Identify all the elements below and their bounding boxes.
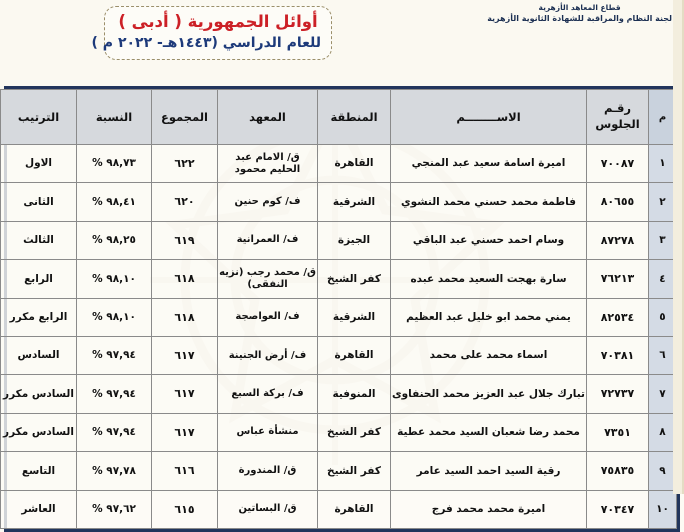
column-header-rank: الترتيب bbox=[1, 90, 77, 145]
cell-institute: ق/ الامام عبد الحليم محمود bbox=[218, 145, 318, 183]
cell-region: المنوفية bbox=[318, 375, 391, 413]
page-subtitle: للعام الدراسي (١٤٤٣هـ- ٢٠٢٢ م ) bbox=[91, 34, 321, 51]
cell-rank: السادس مكرر bbox=[1, 413, 77, 451]
cell-sequence: ٧ bbox=[649, 375, 677, 413]
column-header-region: المنطقة bbox=[318, 90, 391, 145]
cell-student-name: محمد رضا شعبان السيد محمد عطية bbox=[391, 413, 587, 451]
cell-student-name: تبارك جلال عبد العزيز محمد الحنفاوى bbox=[391, 375, 587, 413]
cell-seat-number: ٨٢٥٣٤ bbox=[587, 298, 649, 336]
cell-institute: ف/ أرض الجنينة bbox=[218, 336, 318, 374]
org-sector-label: قطاع المعاهد الأزهرية bbox=[538, 3, 621, 12]
page-edge-strip bbox=[673, 0, 684, 494]
cell-sequence: ٥ bbox=[649, 298, 677, 336]
cell-seat-number: ٨٠٦٥٥ bbox=[587, 183, 649, 221]
cell-seat-number: ٧٣٥١ bbox=[587, 413, 649, 451]
cell-student-name: رقية السيد احمد السيد عامر bbox=[391, 452, 587, 490]
cell-percentage: ٩٧,٩٤ % bbox=[77, 413, 152, 451]
cell-percentage: ٩٨,٧٣ % bbox=[77, 145, 152, 183]
table-row bbox=[1, 413, 677, 451]
cell-rank: السادس bbox=[1, 336, 77, 374]
cell-region: القاهرة bbox=[318, 490, 391, 528]
column-header-seat-number: رقـم الجلوس bbox=[587, 90, 649, 145]
cell-seat-number: ٧٦٢١٣ bbox=[587, 260, 649, 298]
table-row bbox=[1, 145, 677, 183]
cell-rank: العاشر bbox=[1, 490, 77, 528]
cell-region: القاهرة bbox=[318, 145, 391, 183]
table-header-row bbox=[1, 90, 677, 145]
cell-rank: الرابع مكرر bbox=[1, 298, 77, 336]
cell-student-name: يمني محمد ابو خليل عبد العظيم bbox=[391, 298, 587, 336]
cell-total: ٦١٦ bbox=[152, 452, 218, 490]
column-header-total: المجموع bbox=[152, 90, 218, 145]
cell-total: ٦١٩ bbox=[152, 221, 218, 259]
cell-total: ٦١٧ bbox=[152, 336, 218, 374]
cell-student-name: فاطمة محمد حسني محمد النشوي bbox=[391, 183, 587, 221]
column-header-percentage: النسبة bbox=[77, 90, 152, 145]
cell-rank: الرابع bbox=[1, 260, 77, 298]
cell-percentage: ٩٧,٩٤ % bbox=[77, 336, 152, 374]
cell-rank: الثالث bbox=[1, 221, 77, 259]
cell-sequence: ٨ bbox=[649, 413, 677, 451]
cell-region: كفر الشيخ bbox=[318, 413, 391, 451]
cell-region: كفر الشيخ bbox=[318, 452, 391, 490]
cell-total: ٦١٥ bbox=[152, 490, 218, 528]
table-row bbox=[1, 183, 677, 221]
cell-sequence: ٢ bbox=[649, 183, 677, 221]
cell-percentage: ٩٨,٤١ % bbox=[77, 183, 152, 221]
table-row bbox=[1, 221, 677, 259]
cell-student-name: اسماء محمد على محمد bbox=[391, 336, 587, 374]
table-row bbox=[1, 375, 677, 413]
cell-student-name: وسام احمد حسني عبد الباقي bbox=[391, 221, 587, 259]
cell-seat-number: ٧٢٧٣٧ bbox=[587, 375, 649, 413]
column-header-name: الاســــــــم bbox=[391, 90, 587, 145]
cell-seat-number: ٨٧٢٧٨ bbox=[587, 221, 649, 259]
cell-total: ٦٢٠ bbox=[152, 183, 218, 221]
cell-rank: الثانى bbox=[1, 183, 77, 221]
cell-sequence: ٤ bbox=[649, 260, 677, 298]
cell-region: القاهرة bbox=[318, 336, 391, 374]
cell-percentage: ٩٨,١٠ % bbox=[77, 298, 152, 336]
table-body bbox=[1, 145, 677, 529]
cell-total: ٦٢٢ bbox=[152, 145, 218, 183]
cell-student-name: اميرة محمد محمد فرج bbox=[391, 490, 587, 528]
table-row bbox=[1, 490, 677, 528]
cell-region: الجيزة bbox=[318, 221, 391, 259]
cell-total: ٦١٧ bbox=[152, 375, 218, 413]
table-row bbox=[1, 336, 677, 374]
table-row bbox=[1, 260, 677, 298]
cell-sequence: ٦ bbox=[649, 336, 677, 374]
cell-sequence: ٩ bbox=[649, 452, 677, 490]
cell-rank: السادس مكرر bbox=[1, 375, 77, 413]
cell-institute: منشأة عباس bbox=[218, 413, 318, 451]
cell-percentage: ٩٧,٧٨ % bbox=[77, 452, 152, 490]
cell-total: ٦١٧ bbox=[152, 413, 218, 451]
cell-sequence: ٣ bbox=[649, 221, 677, 259]
cell-seat-number: ٧٠٠٨٧ bbox=[587, 145, 649, 183]
cell-institute: ق/ محمد رجب (نزيه النفقى) bbox=[218, 260, 318, 298]
cell-sequence: ١ bbox=[649, 145, 677, 183]
table-row bbox=[1, 452, 677, 490]
cell-institute: ف/ العواصجة bbox=[218, 298, 318, 336]
cell-institute: ق/ المندورة bbox=[218, 452, 318, 490]
cell-percentage: ٩٨,٢٥ % bbox=[77, 221, 152, 259]
page-title: أوائل الجمهورية ( أدبى ) bbox=[118, 12, 318, 31]
cell-institute: ف/ كوم حنين bbox=[218, 183, 318, 221]
cell-seat-number: ٧٠٣٤٧ bbox=[587, 490, 649, 528]
cell-institute: ف/ العمرانية bbox=[218, 221, 318, 259]
cell-total: ٦١٨ bbox=[152, 298, 218, 336]
cell-seat-number: ٧٥٨٣٥ bbox=[587, 452, 649, 490]
table-header bbox=[1, 90, 677, 145]
cell-percentage: ٩٧,٩٤ % bbox=[77, 375, 152, 413]
cell-total: ٦١٨ bbox=[152, 260, 218, 298]
cell-rank: الاول bbox=[1, 145, 77, 183]
title-box bbox=[91, 6, 332, 60]
cell-region: كفر الشيخ bbox=[318, 260, 391, 298]
cell-rank: التاسع bbox=[1, 452, 77, 490]
org-committee-label: لجنة النظام والمراقبة للشهادة الثانوية الأزهرية bbox=[487, 14, 672, 24]
cell-seat-number: ٧٠٣٨١ bbox=[587, 336, 649, 374]
cell-region: الشرقية bbox=[318, 183, 391, 221]
results-table-container bbox=[4, 86, 680, 532]
cell-region: الشرقية bbox=[318, 298, 391, 336]
results-table bbox=[0, 89, 677, 529]
cell-percentage: ٩٨,١٠ % bbox=[77, 260, 152, 298]
cell-sequence: ١٠ bbox=[649, 490, 677, 528]
organization-block bbox=[487, 2, 672, 25]
cell-student-name: سارة بهجت السعيد محمد عبده bbox=[391, 260, 587, 298]
column-header-institute: المعهد bbox=[218, 90, 318, 145]
document-header bbox=[0, 0, 684, 86]
cell-percentage: ٩٧,٦٢ % bbox=[77, 490, 152, 528]
column-header-sequence: م bbox=[649, 90, 677, 145]
cell-institute: ف/ بركة السبع bbox=[218, 375, 318, 413]
cell-institute: ق/ البساتين bbox=[218, 490, 318, 528]
table-row bbox=[1, 298, 677, 336]
cell-student-name: اميرة اسامة سعيد عبد المنجي bbox=[391, 145, 587, 183]
